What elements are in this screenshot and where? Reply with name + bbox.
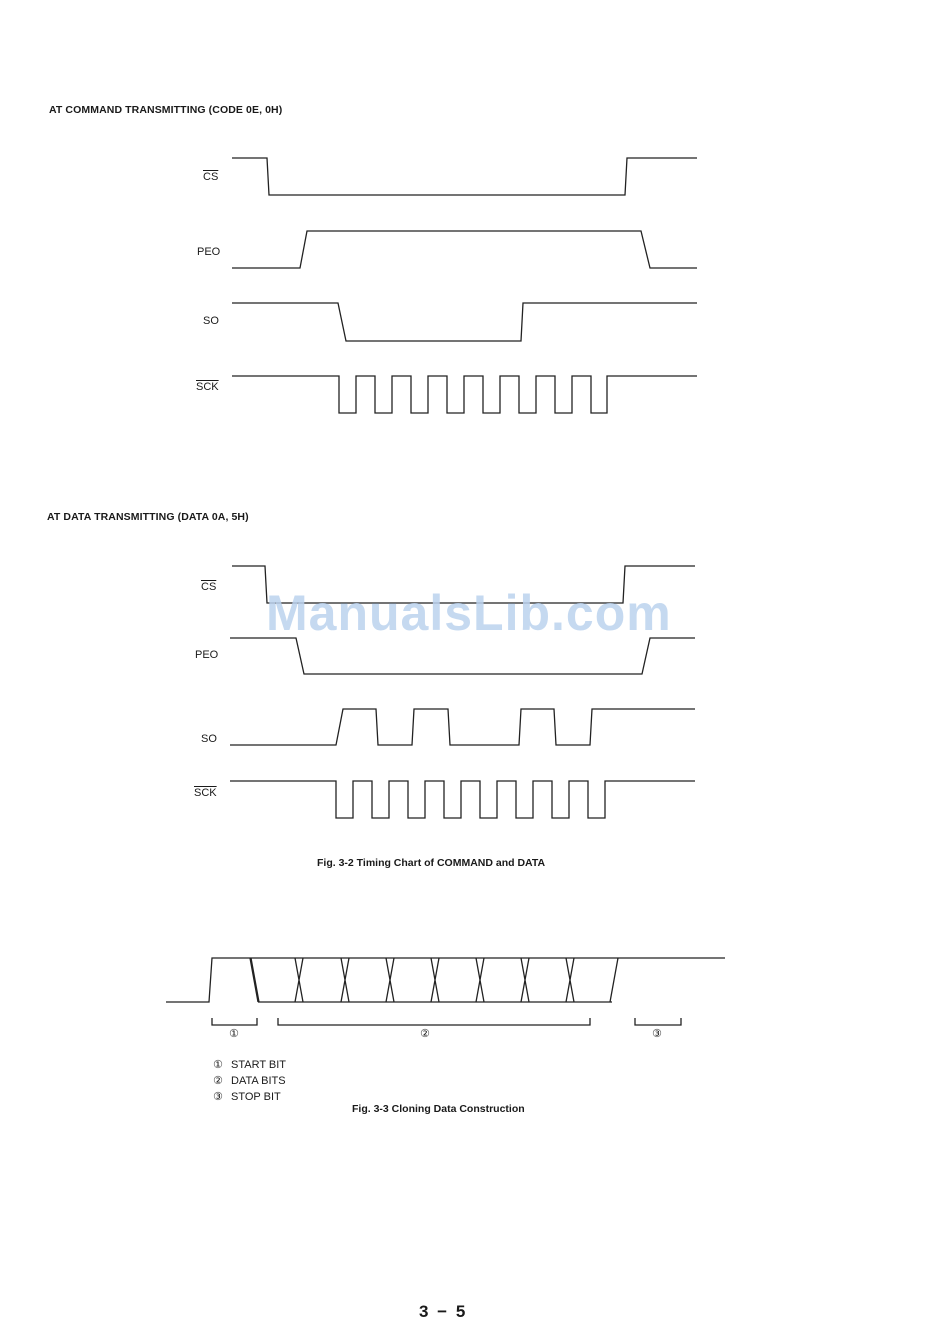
sck-label-2: $\overline{SCK}$	[194, 787, 217, 799]
so-waveform-2	[230, 709, 695, 745]
legend-start-bit	[213, 1057, 286, 1073]
cs-waveform	[232, 158, 697, 195]
legend-text: DATA BITS	[231, 1075, 286, 1087]
bracket-start	[212, 1018, 257, 1025]
sck-waveform	[232, 376, 697, 413]
peo-waveform	[232, 231, 697, 268]
legend-text: STOP BIT	[231, 1091, 281, 1103]
so-label: SO	[203, 315, 219, 327]
sck-waveform-2	[230, 781, 695, 818]
legend-num: ②	[213, 1075, 223, 1087]
section2-heading: AT DATA TRANSMITTING (DATA 0A, 5H)	[47, 511, 249, 523]
frame-start-line	[166, 958, 250, 1002]
fig-3-3-caption: Fig. 3-3 Cloning Data Construction	[352, 1103, 525, 1115]
cs-label-2: $\overline{CS}$	[201, 581, 217, 593]
bracket-start-label: ①	[229, 1028, 239, 1040]
page-number: 3 − 5	[419, 1302, 468, 1321]
watermark: ManualsLib.com	[266, 585, 672, 641]
peo-waveform-2	[230, 638, 695, 674]
legend-data-bits	[213, 1073, 286, 1089]
peo-label: PEO	[197, 246, 221, 258]
bracket-stop-label: ③	[652, 1028, 662, 1040]
so-waveform	[232, 303, 697, 341]
legend-stop-bit	[213, 1089, 281, 1105]
legend-num: ①	[213, 1059, 223, 1071]
section1-heading: AT COMMAND TRANSMITTING (CODE 0E, 0H)	[49, 104, 283, 116]
peo-label-2: PEO	[195, 649, 219, 661]
legend-num: ③	[213, 1091, 223, 1103]
so-label-2: SO	[201, 733, 217, 745]
cs-label: $\overline{CS}$	[203, 171, 219, 183]
bracket-data-label: ②	[420, 1028, 430, 1040]
bracket-data	[278, 1018, 590, 1025]
sck-label: $\overline{SCK}$	[196, 381, 219, 393]
legend-text: START BIT	[231, 1059, 287, 1071]
fig-3-2-caption: Fig. 3-2 Timing Chart of COMMAND and DATA	[317, 857, 546, 869]
frame-crossings	[250, 958, 618, 1002]
bracket-stop	[635, 1018, 681, 1025]
